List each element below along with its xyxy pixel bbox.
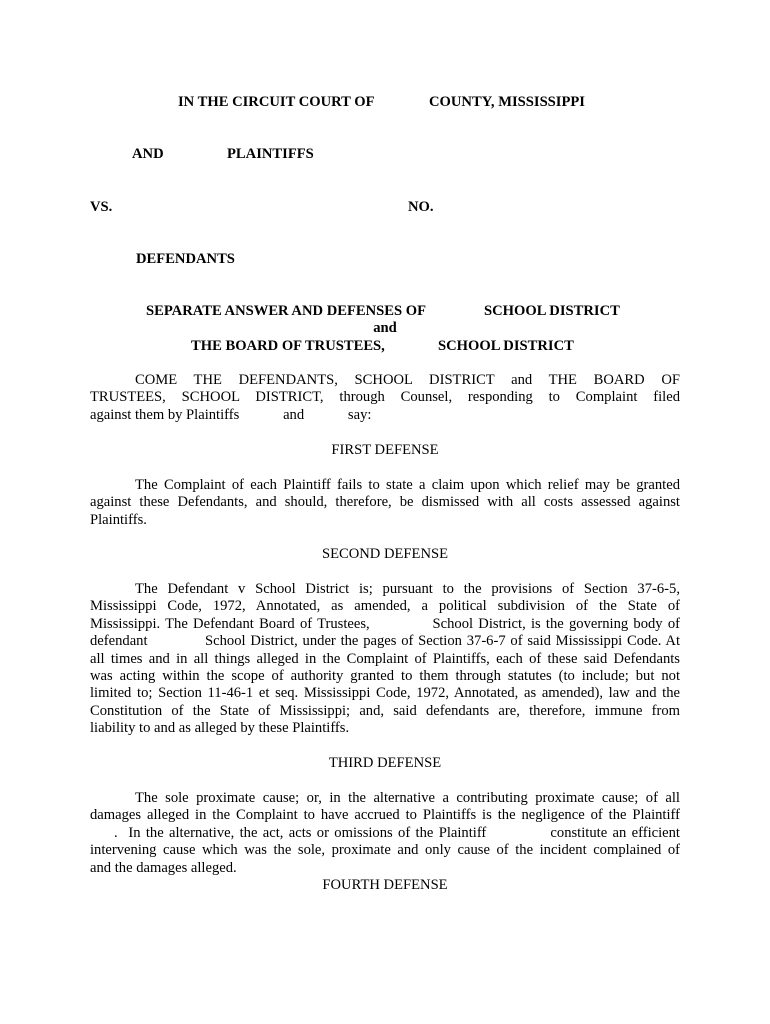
plaintiffs-label: PLAINTIFFS (227, 146, 314, 162)
versus-label: VS. (90, 199, 113, 215)
second-defense-line-2: Mississippi Code, 1972, Annotated, as amended, a political subdivision of the State of (90, 598, 680, 615)
third-defense-line-3: . In the alternative, the act, acts or omissions of the Plaintiff constitute an efficient (114, 824, 680, 841)
title-line1-a: SEPARATE ANSWER AND DEFENSES OF (146, 303, 427, 319)
third-defense-paragraph (90, 790, 680, 877)
second-defense-line-8: Constitution of the State of Mississippi; and, said defendants are, therefore, immune from (90, 702, 680, 719)
first-defense-paragraph (90, 477, 680, 529)
intro-line-2: TRUSTEES, SCHOOL DISTRICT, through Counsel, responding to Complaint filed (90, 389, 680, 406)
title-line3-a: THE BOARD OF TRUSTEES, (191, 338, 385, 354)
first-defense-line-3: Plaintiffs. (90, 511, 147, 528)
court-prefix: IN THE CIRCUIT COURT OF (178, 94, 375, 110)
title-line3-b: SCHOOL DISTRICT (438, 338, 574, 354)
title-line1-b: SCHOOL DISTRICT (484, 303, 620, 319)
case-number-label: NO. (408, 199, 434, 215)
plaintiffs-and: AND (132, 146, 164, 162)
third-defense-line-5: and the damages alleged. (90, 859, 237, 876)
third-defense-line-2: damages alleged in the Complaint to have accrued to Plaintiffs is the negligence of the Plaintiff (90, 807, 680, 824)
second-defense-line-6: was acting within the scope of authority granted to them through statutes (to include; but not (90, 667, 680, 684)
second-defense-line-4: defendant School District, under the pages of Section 37-6-7 of said Mississippi Code. At (90, 633, 680, 650)
second-defense-line-1: The Defendant v School District is; pursuant to the provisions of Section 37-6-5, (135, 581, 680, 597)
defendants-label: DEFENDANTS (136, 251, 235, 267)
intro-paragraph (90, 372, 680, 424)
second-defense-line-7: limited to; Section 11-46-1 et seq. Mississippi Code, 1972, Annotated, as amended), law and the (90, 685, 680, 702)
second-defense-heading: SECOND DEFENSE (321, 546, 449, 562)
second-defense-line-3: Mississippi. The Defendant Board of Trustees, School District, is the governing body of (90, 615, 680, 632)
first-defense-line-2: against these Defendants, and should, therefore, be dismissed with all costs assessed against (90, 494, 680, 511)
intro-line-1: COME THE DEFENDANTS, SCHOOL DISTRICT and THE BOARD OF (135, 372, 680, 388)
first-defense-heading: FIRST DEFENSE (331, 442, 439, 458)
first-defense-line-1: The Complaint of each Plaintiff fails to state a claim upon which relief may be granted (135, 477, 680, 493)
fourth-defense-heading: FOURTH DEFENSE (322, 877, 448, 893)
third-defense-heading: THIRD DEFENSE (328, 755, 442, 771)
intro-line-3: against them by Plaintiffs and say: (90, 406, 372, 423)
third-defense-line-1: The sole proximate cause; or, in the alternative a contributing proximate cause; of all (135, 790, 680, 806)
second-defense-line-5: all times and in all things alleged in the Complaint of Plaintiffs, each of these said Defendants (90, 650, 680, 667)
second-defense-paragraph (90, 581, 680, 738)
court-suffix: COUNTY, MISSISSIPPI (429, 94, 585, 110)
third-defense-line-4: intervening cause which was the sole, proximate and only cause of the incident complained of (90, 842, 680, 859)
second-defense-line-9: liability to and as alleged by these Plaintiffs. (90, 720, 350, 737)
title-line2: and (373, 320, 397, 336)
